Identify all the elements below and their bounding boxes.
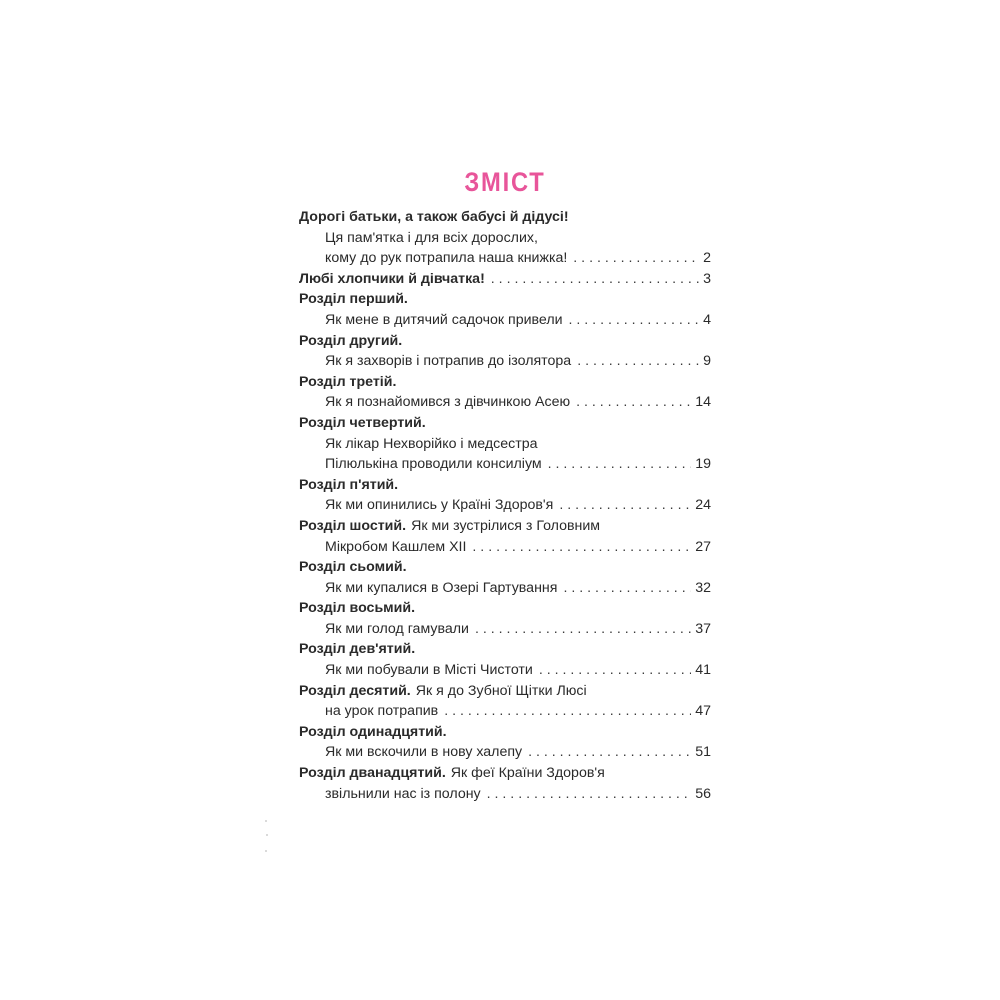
page-number: 9	[703, 353, 711, 370]
toc-entry-text: Як я познайомився з дівчинкою Асею	[325, 394, 571, 411]
toc-entry-text: Як я до Зубної Щітки Люсі	[415, 682, 587, 699]
page-number: 2	[703, 250, 711, 267]
toc-entry-line	[299, 784, 711, 805]
dot-leader	[472, 537, 691, 558]
toc-heading-line	[299, 598, 711, 619]
page-number: 51	[695, 744, 711, 761]
toc-heading: Розділ третій.	[299, 373, 397, 390]
toc-heading-line	[299, 207, 711, 228]
dot-leader	[569, 310, 700, 331]
toc-entry-text: Як ми зустрілися з Головним	[411, 517, 601, 534]
toc-entry-text: на урок потрапив	[325, 703, 439, 720]
toc-heading-line	[299, 372, 711, 393]
dot-leader	[563, 578, 691, 599]
page-number: 27	[695, 538, 711, 555]
toc-entry-text: Мікробом Кашлем XII	[325, 538, 467, 555]
toc-heading-line	[299, 269, 711, 290]
toc-heading: Розділ перший.	[299, 291, 408, 308]
dot-leader	[577, 351, 699, 372]
toc-heading: Розділ дев'ятий.	[299, 641, 416, 658]
toc-heading-line	[299, 681, 711, 702]
page-number: 19	[695, 456, 711, 473]
dot-leader	[559, 495, 691, 516]
toc-entry-line	[299, 351, 711, 372]
toc-heading: Розділ п'ятий.	[299, 476, 399, 493]
toc-entry-text: Як ми купалися в Озері Гартування	[325, 579, 558, 596]
speck	[265, 820, 267, 822]
dot-leader	[539, 660, 691, 681]
toc-entry-line	[299, 454, 711, 475]
page-number: 32	[695, 579, 711, 596]
table-of-contents-page	[299, 160, 711, 804]
toc-heading-line	[299, 763, 711, 784]
speck	[265, 850, 267, 852]
toc-entry-text: Як лікар Нехворійко і медсестра	[325, 435, 538, 452]
dot-leader	[548, 454, 692, 475]
speck	[266, 834, 268, 836]
toc-heading-line	[299, 331, 711, 352]
toc-entry-line	[299, 434, 711, 455]
toc-heading: Розділ четвертий.	[299, 414, 426, 431]
toc-entry-text: Як ми опинились у Країні Здоров'я	[325, 497, 554, 514]
toc-entry-line	[299, 392, 711, 413]
toc-entry-line	[299, 742, 711, 763]
page-number: 56	[695, 785, 711, 802]
toc-entry-line	[299, 660, 711, 681]
toc-heading: Розділ сьомий.	[299, 559, 407, 576]
toc-heading: Розділ восьмий.	[299, 600, 416, 617]
toc-entry-text: Як ми побували в Місті Чистоти	[325, 662, 533, 679]
toc-entry-line	[299, 619, 711, 640]
toc-heading-line	[299, 557, 711, 578]
dot-leader	[573, 248, 699, 269]
toc-heading: Дорогі батьки, а також бабусі й дідусі!	[299, 209, 569, 225]
toc-list	[299, 207, 711, 804]
toc-heading-line	[299, 475, 711, 496]
page-number: 3	[703, 270, 711, 287]
toc-entry-line	[299, 310, 711, 331]
toc-entry-text: звільнили нас із полону	[325, 785, 481, 802]
toc-entry-text: Як ми голод гамували	[325, 620, 469, 637]
toc-heading-line	[299, 516, 711, 537]
dot-leader	[444, 701, 691, 722]
toc-entry-text: кому до рук потрапила наша книжка!	[325, 250, 568, 267]
toc-heading-line	[299, 289, 711, 310]
dot-leader	[528, 742, 691, 763]
page-number: 47	[695, 703, 711, 720]
toc-heading: Розділ десятий.	[299, 682, 411, 699]
toc-entry-line	[299, 537, 711, 558]
dot-leader	[491, 269, 699, 290]
page-number: 14	[695, 394, 711, 411]
toc-entry-line	[299, 495, 711, 516]
toc-entry-text: Пілюлькіна проводили консиліум	[325, 456, 542, 473]
toc-heading: Розділ шостий.	[299, 517, 407, 534]
page-number: 24	[695, 497, 711, 514]
toc-entry-line	[299, 701, 711, 722]
dot-leader	[487, 784, 692, 805]
toc-entry-text: Ця пам'ятка і для всіх дорослих,	[325, 229, 538, 246]
toc-entry-line	[299, 578, 711, 599]
toc-entry-text: Як я захворів і потрапив до ізолятора	[325, 353, 572, 370]
dot-leader	[576, 392, 691, 413]
toc-entry-text: Як ми вскочили в нову халепу	[325, 744, 523, 761]
page-number: 4	[703, 311, 711, 328]
page-specks	[264, 820, 268, 860]
toc-entry-line	[299, 248, 711, 269]
page-title: ЗМІСТ	[464, 167, 546, 197]
toc-heading: Любі хлопчики й дівчатка!	[299, 270, 485, 287]
toc-heading: Розділ дванадцятий.	[299, 765, 446, 782]
toc-heading-line	[299, 639, 711, 660]
toc-heading: Розділ другий.	[299, 332, 403, 349]
toc-entry-text: Як феї Країни Здоров'я	[450, 765, 605, 782]
toc-entry-line	[299, 228, 711, 249]
toc-entry-text: Як мене в дитячий садочок привели	[325, 311, 563, 328]
toc-heading-line	[299, 722, 711, 743]
toc-heading-line	[299, 413, 711, 434]
toc-heading: Розділ одинадцятий.	[299, 723, 447, 740]
page-number: 41	[695, 662, 711, 679]
page-number: 37	[695, 620, 711, 637]
dot-leader	[475, 619, 691, 640]
